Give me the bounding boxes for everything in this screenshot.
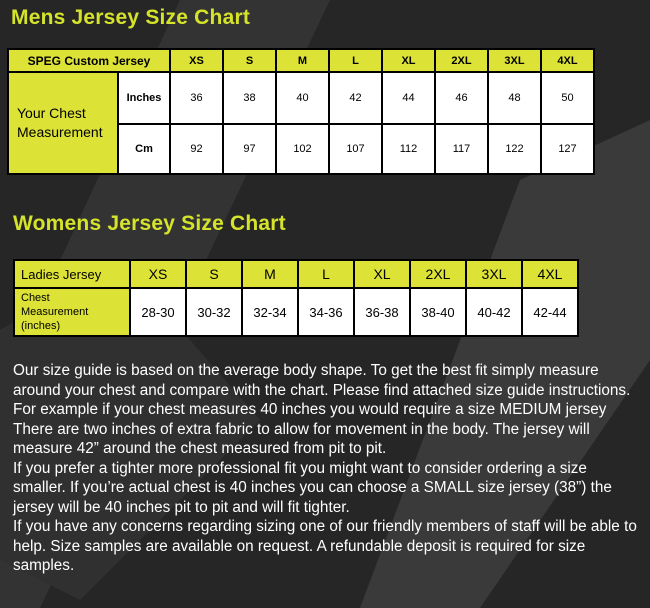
inches-value: 38 [223,72,276,124]
mens-size-table [7,48,595,175]
chest-value: 40-42 [466,288,522,336]
size-header: M [242,260,298,288]
cm-value: 102 [276,124,329,174]
inches-value: 44 [382,72,435,124]
chest-measurement-label [14,288,130,336]
cm-value: 122 [488,124,541,174]
cm-label: Cm [118,124,170,174]
guide-paragraph: Our size guide is based on the average body shape. To get the best fit simply measure around your chest and compare with the chart. Please find attached size guide instructions. [13,362,631,399]
size-header: 4XL [522,260,578,288]
inches-value: 48 [488,72,541,124]
label-line: Measurement [21,306,89,318]
inches-row [8,72,594,124]
size-guide-text [13,361,643,576]
chest-value: 30-32 [186,288,242,336]
cm-value: 97 [223,124,276,174]
size-header: XS [130,260,186,288]
size-header: 2XL [410,260,466,288]
cm-value: 127 [541,124,594,174]
label-line: Measurement [17,124,103,140]
size-header: XL [354,260,410,288]
inches-value: 40 [276,72,329,124]
cm-value: 117 [435,124,488,174]
inches-value: 36 [170,72,223,124]
chest-value: 28-30 [130,288,186,336]
chest-value: 38-40 [410,288,466,336]
size-header: M [276,49,329,72]
guide-paragraph: If you prefer a tighter more professional fit you might want to consider ordering a size smaller. If you’re actual chest is 40 inches you can choose a SMALL size jersey (38”) the jersey will be 40 inches pit to pit and will fit tighter. [13,459,612,516]
ladies-jersey-header: Ladies Jersey [14,260,130,288]
size-header: S [186,260,242,288]
size-header: 3XL [466,260,522,288]
guide-paragraph: If you have any concerns regarding sizing one of our friendly members of staff will be able to help. Size samples are available on request. A refundable deposit is required for size samples. [13,518,637,574]
size-header: 4XL [541,49,594,72]
inches-value: 50 [541,72,594,124]
chest-value: 36-38 [354,288,410,336]
cm-value: 112 [382,124,435,174]
cm-value: 107 [329,124,382,174]
brand-header: SPEG Custom Jersey [8,49,170,72]
inches-value: 46 [435,72,488,124]
guide-paragraph: For example if your chest measures 40 inches you would require a size MEDIUM jersey There are two inches of extra fabric to allow for movement in the body. The jersey will measure 42” around the chest measured from pit to pit. [13,401,607,457]
label-line: (inches) [21,320,61,332]
size-header: L [298,260,354,288]
mens-chart-title: Mens Jersey Size Chart [11,6,251,29]
size-header: S [223,49,276,72]
chest-value: 34-36 [298,288,354,336]
inches-value: 42 [329,72,382,124]
womens-chart-title: Womens Jersey Size Chart [13,212,286,235]
label-line: Chest [21,292,50,304]
label-line: Your Chest [17,105,86,121]
chest-value: 42-44 [522,288,578,336]
size-header: L [329,49,382,72]
cm-value: 92 [170,124,223,174]
womens-size-table [13,259,579,337]
size-header: XL [382,49,435,72]
chest-measurement-label [8,72,118,174]
size-header: 2XL [435,49,488,72]
size-header: XS [170,49,223,72]
inches-label: Inches [118,72,170,124]
chest-value: 32-34 [242,288,298,336]
size-header: 3XL [488,49,541,72]
chest-row [14,288,578,336]
